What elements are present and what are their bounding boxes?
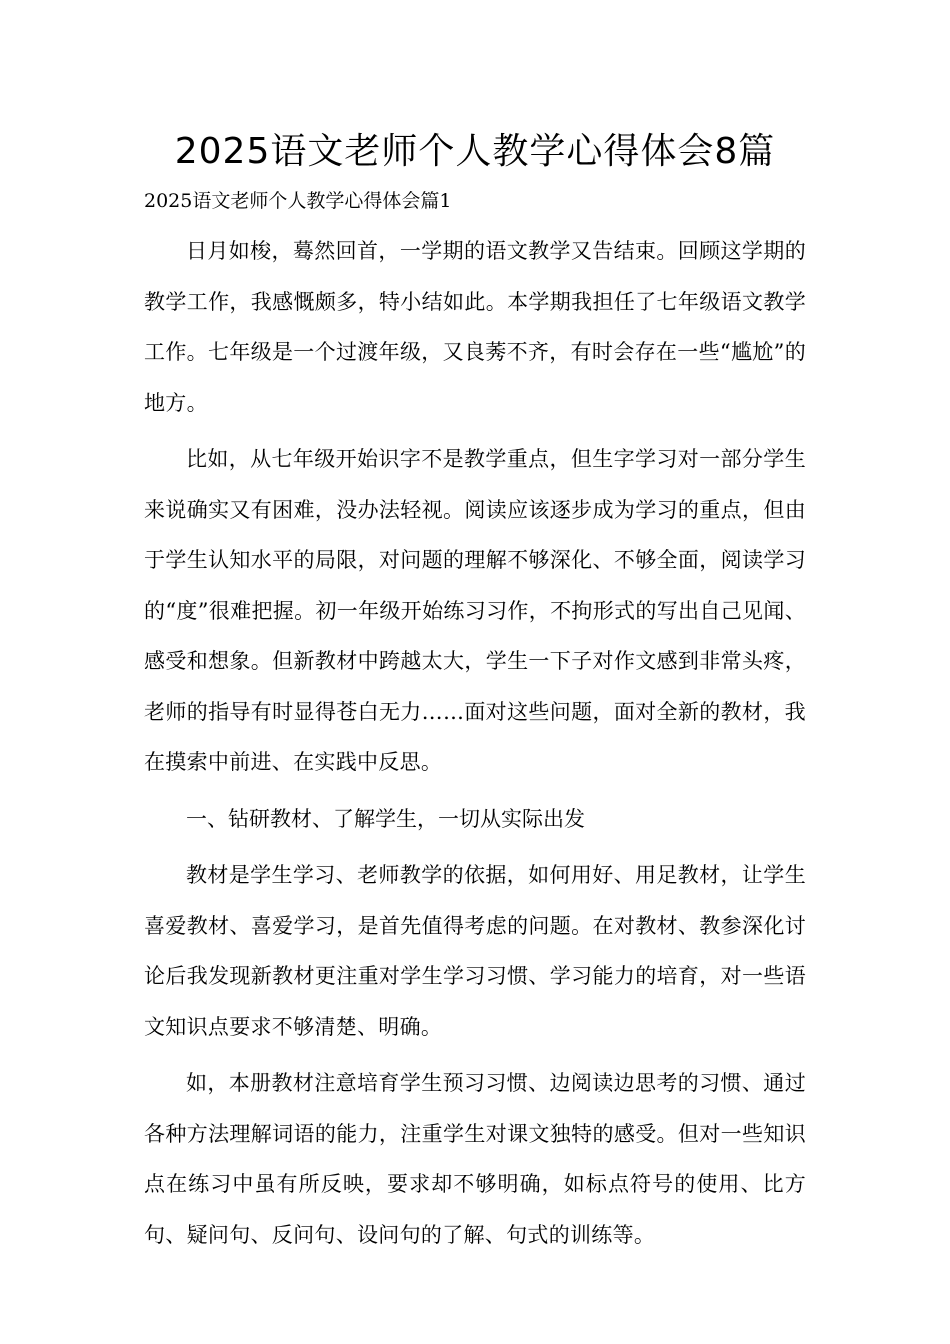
- document-subtitle: 2025语文老师个人教学心得体会篇1: [144, 190, 452, 212]
- document-title: 2025语文老师个人教学心得体会8篇: [174, 131, 776, 172]
- paragraph-4: 如，本册教材注意培育学生预习习惯、边阅读边思考的习惯、通过各种方法理解词语的能力，注重学生对课文独特的感受。但对一些知识点在练习中虽有所反映，要求却不够明确，如标点符号的使用、比方句、疑问句、反问句、设问句的了解、句式的训练等。: [144, 1071, 806, 1247]
- paragraph-1: 日月如梭，蓦然回首，一学期的语文教学又告结束。回顾这学期的教学工作，我感慨颇多，特小结如此。本学期我担任了七年级语文教学工作。七年级是一个过渡年级，又良莠不齐，有时会存在一些“尴尬”的地方。: [144, 239, 806, 415]
- document-body: [144, 226, 806, 1266]
- paragraph-3: 教材是学生学习、老师教学的依据，如何用好、用足教材，让学生喜爱教材、喜爱学习，是首先值得考虑的问题。在对教材、教参深化讨论后我发现新教材更注重对学生学习习惯、学习能力的培育，对一些语文知识点要求不够清楚、明确。: [144, 863, 806, 1039]
- paragraph-2: 比如，从七年级开始识字不是教学重点，但生字学习对一部分学生来说确实又有困难，没办法轻视。阅读应该逐步成为学习的重点，但由于学生认知水平的局限，对问题的理解不够深化、不够全面，阅读学习的“度”很难把握。初一年级开始练习习作，不拘形式的写出自己见闻、感受和想象。但新教材中跨越太大，学生一下子对作文感到非常头疼，老师的指导有时显得苍白无力……面对这些问题，面对全新的教材，我在摸索中前进、在实践中反思。: [144, 447, 806, 774]
- section-heading: 一、钻研教材、了解学生，一切从实际出发: [186, 806, 585, 831]
